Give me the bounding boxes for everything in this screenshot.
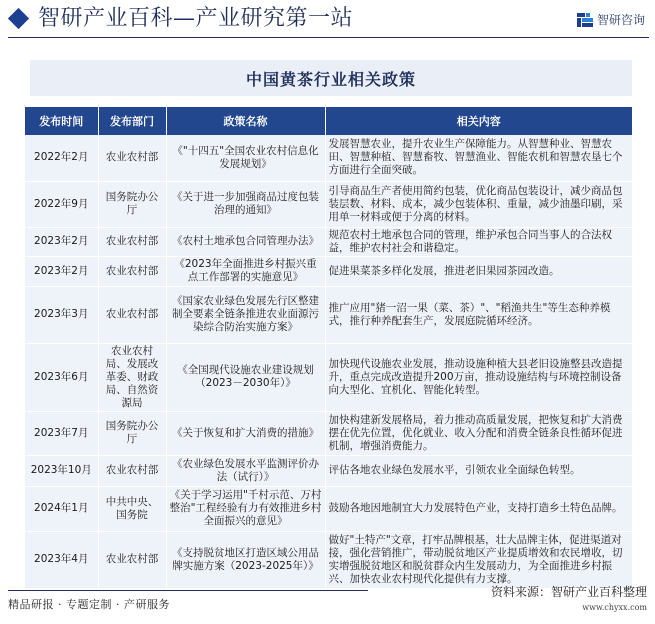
table-row — [25, 531, 632, 588]
footer-source: 资料来源：智研产业百科整理 — [490, 585, 647, 599]
cell-date: 2022年2月 — [25, 135, 98, 181]
page-title: 中国黄茶行业相关政策 — [245, 69, 416, 89]
cell-date: 2024年1月 — [25, 486, 98, 531]
cell-content: 做好"土特产"文章，打牢品牌根基，壮大品牌主体，促进渠道对接，强化营销推广，带动脱贫地区产业提质增效和农民增收，切实增强脱贫地区和脱贫群众内生发展动力，为全面推进乡村振兴、加快农业农村现代化提供有力支撑。 — [325, 531, 632, 588]
column-header-name: 政策名称 — [166, 107, 325, 135]
cell-content: 加快现代设施农业发展，推动设施种植大县老旧设施整县改造提升，重点完成改造提升200万亩，推动设施结构与环境控制设备向大型化、宜机化、智能化转型。 — [325, 343, 632, 411]
cell-dept: 农业农村局、发展改革委、财政局、自然资源局 — [98, 343, 166, 411]
cell-policy-name: 《关于学习运用"千村示范、万村整治"工程经验有力有效推进乡村全面振兴的意见》 — [166, 486, 325, 531]
cell-content: 鼓励各地因地制宜大力发展特色产业，支持打造乡土特色品牌。 — [325, 486, 632, 531]
cell-policy-name: 《2023年全面推进乡村振兴重点工作部署的实施意见》 — [166, 256, 325, 286]
table-row — [25, 256, 632, 286]
column-header-content: 相关内容 — [325, 107, 632, 135]
table-row — [25, 227, 632, 256]
diamond-icon — [8, 8, 29, 29]
cell-dept: 农业农村部 — [98, 256, 166, 286]
site-title: 智研产业百科—产业研究第一站 — [38, 6, 354, 31]
cell-content: 规范农村土地承包合同的管理，维护承包合同当事人的合法权益，维护农村社会和谐稳定。 — [325, 227, 632, 256]
zhiyan-logo-icon — [577, 13, 593, 27]
cell-dept: 农业农村部 — [98, 531, 166, 588]
cell-policy-name: 《关于进一步加强商品过度包装治理的通知》 — [166, 181, 325, 227]
cell-date: 2023年4月 — [25, 531, 98, 588]
brand-name: 智研咨询 — [596, 13, 645, 27]
title-banner — [30, 60, 632, 96]
cell-policy-name: 《支持脱贫地区打造区域公用品牌实施方案（2023-2025年）》 — [166, 531, 325, 588]
cell-dept: 农业农村部 — [98, 455, 166, 486]
cell-policy-name: 《农村土地承包合同管理办法》 — [166, 227, 325, 256]
cell-dept: 国务院办公厅 — [98, 411, 166, 455]
table-row — [25, 343, 632, 411]
cell-content: 引导商品生产者使用简约包装，优化商品包装设计，减少商品包装层数、材料、成本，减少包装体积、重量，减少油墨印刷，采用单一材料或便于分离的材料。 — [325, 181, 632, 227]
cell-date: 2023年3月 — [25, 286, 98, 343]
footer-services: 精品研报 · 专题定制 · 产研服务 — [8, 598, 170, 611]
table-row — [25, 286, 632, 343]
header-divider — [8, 37, 649, 38]
cell-content: 推广应用"猪一沼一果（菜、茶）"、"稻渔共生"等生态种养模式，推行种养配套生产，发展庭院循环经济。 — [325, 286, 632, 343]
policy-table — [25, 107, 632, 589]
cell-policy-name: 《全国现代设施农业建设规划（2023－2030年）》 — [166, 343, 325, 411]
brand[interactable] — [577, 11, 645, 28]
cell-date: 2023年6月 — [25, 343, 98, 411]
cell-content: 发展智慧农业，提升农业生产保障能力。从智慧种业、智慧农田、智慧种植、智慧畜牧、智慧渔业、智能农机和智慧农垦七个方面进行全面突破。 — [325, 135, 632, 181]
table-header-row — [25, 107, 632, 135]
footer-url[interactable]: www.chyxx.com — [582, 603, 647, 612]
cell-policy-name: 《国家农业绿色发展先行区整建制全要素全链条推进农业面源污染综合防治实施方案》 — [166, 286, 325, 343]
table-row — [25, 486, 632, 531]
cell-dept: 农业农村部 — [98, 286, 166, 343]
table-row — [25, 455, 632, 486]
cell-dept: 中共中央、国务院 — [98, 486, 166, 531]
cell-content: 促进果菜茶多样化发展，推进老旧果园茶园改造。 — [325, 256, 632, 286]
cell-dept: 农业农村部 — [98, 135, 166, 181]
cell-policy-name: 《"十四五"全国农业农村信息化发展规划》 — [166, 135, 325, 181]
cell-date: 2023年2月 — [25, 227, 98, 256]
cell-policy-name: 《关于恢复和扩大消费的措施》 — [166, 411, 325, 455]
cell-dept: 农业农村部 — [98, 227, 166, 256]
column-header-dept: 发布部门 — [98, 107, 166, 135]
cell-dept: 国务院办公厅 — [98, 181, 166, 227]
cell-content: 评估各地农业绿色发展水平，引领农业全面绿色转型。 — [325, 455, 632, 486]
cell-date: 2023年7月 — [25, 411, 98, 455]
table-row — [25, 181, 632, 227]
cell-date: 2023年2月 — [25, 256, 98, 286]
cell-content: 加快构建新发展格局，着力推动高质量发展，把恢复和扩大消费摆在优先位置，优化就业、收入分配和消费全链条良性循环促进机制，增强消费能力。 — [325, 411, 632, 455]
column-header-date: 发布时间 — [25, 107, 98, 135]
table-row — [25, 135, 632, 181]
footer-divider — [8, 590, 368, 591]
cell-policy-name: 《农业绿色发展水平监测评价办法（试行）》 — [166, 455, 325, 486]
cell-date: 2022年9月 — [25, 181, 98, 227]
cell-date: 2023年10月 — [25, 455, 98, 486]
page-header — [0, 0, 655, 38]
table-row — [25, 411, 632, 455]
